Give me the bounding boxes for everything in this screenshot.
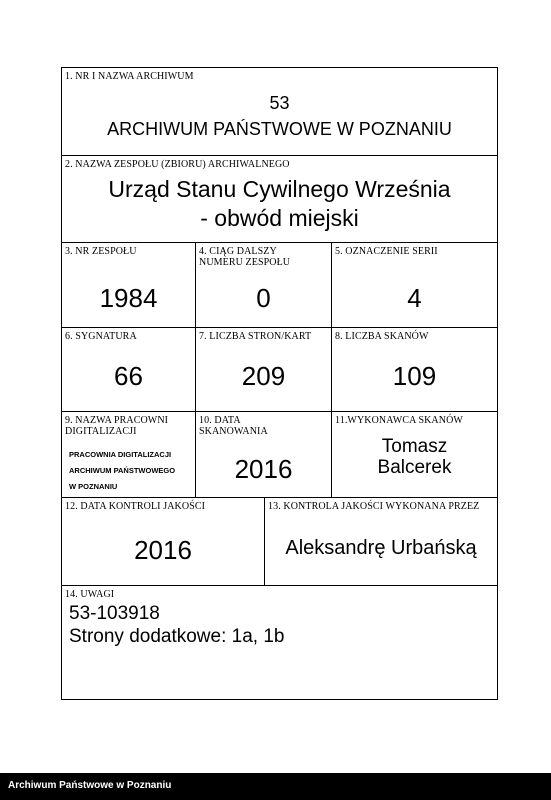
fonds-number-cell [62,243,196,328]
series-cell [332,243,497,328]
qc-by-label: 13. KONTROLA JAKOŚCI WYKONANA PRZEZ [268,501,480,512]
pages-cell [196,328,332,412]
lab-line3: W POZNANIU [69,482,118,491]
scan-date-label: 10. DATA SKANOWANIA [199,415,268,437]
qc-date-label: 12. DATA KONTROLI JAKOŚCI [65,501,206,512]
scans-value: 109 [392,361,437,391]
notes-cell [62,586,497,699]
series-value: 4 [407,283,422,313]
qc-date-value: 2016 [134,535,192,565]
scanner-cell [332,412,497,498]
fonds-name-line1: Urząd Stanu Cywilnego Września [108,176,451,202]
archive-name: ARCHIWUM PAŃSTWOWE W POZNANIU [107,119,452,139]
archive-card [61,67,498,700]
continuation-cell [196,243,332,328]
footer-bar [0,773,551,800]
pages-label: 7. LICZBA STRON/KART [199,331,312,342]
signature-cell [62,328,196,412]
scan-date-cell [196,412,332,498]
scanner-label: 11.WYKONAWCA SKANÓW [335,415,463,426]
lab-label: 9. NAZWA PRACOWNI DIGITALIZACJI [65,415,169,437]
signature-value: 66 [114,361,143,391]
fonds-name-line2: - obwód miejski [200,205,359,231]
footer-text: Archiwum Państwowe w Poznaniu [8,780,172,791]
archive-label: 1. NR I NAZWA ARCHIWUM [65,71,194,82]
scan-date-value: 2016 [234,454,293,484]
notes-line1: 53-103918 [69,603,160,624]
archive-number: 53 [269,93,290,113]
fonds-number-value: 1984 [99,283,158,313]
signature-label: 6. SYGNATURA [65,331,137,342]
fonds-cell [62,156,497,243]
pages-value: 209 [241,361,286,391]
continuation-value: 0 [256,283,271,313]
notes-line2: Strony dodatkowe: 1a, 1b [69,626,285,647]
archive-cell [62,68,497,156]
lab-line1: PRACOWNIA DIGITALIZACJI [69,450,172,459]
fonds-label: 2. NAZWA ZESPOŁU (ZBIORU) ARCHIWALNEGO [65,159,290,170]
notes-label: 14. UWAGI [65,589,115,600]
scanner-last-name: Balcerek [377,457,452,478]
series-label: 5. OZNACZENIE SERII [335,246,438,257]
qc-by-value: Aleksandrę Urbańską [285,537,477,559]
scans-cell [332,328,497,412]
qc-date-cell [62,498,265,586]
continuation-label: 4. CIĄG DALSZY NUMERU ZESPOŁU [199,246,291,268]
fonds-number-label: 3. NR ZESPOŁU [65,246,137,257]
qc-by-cell [265,498,497,586]
lab-line2: ARCHIWUM PAŃSTWOWEGO [69,466,176,475]
scans-label: 8. LICZBA SKANÓW [335,331,429,342]
lab-cell [62,412,196,498]
scanner-first-name: Tomasz [381,436,448,457]
